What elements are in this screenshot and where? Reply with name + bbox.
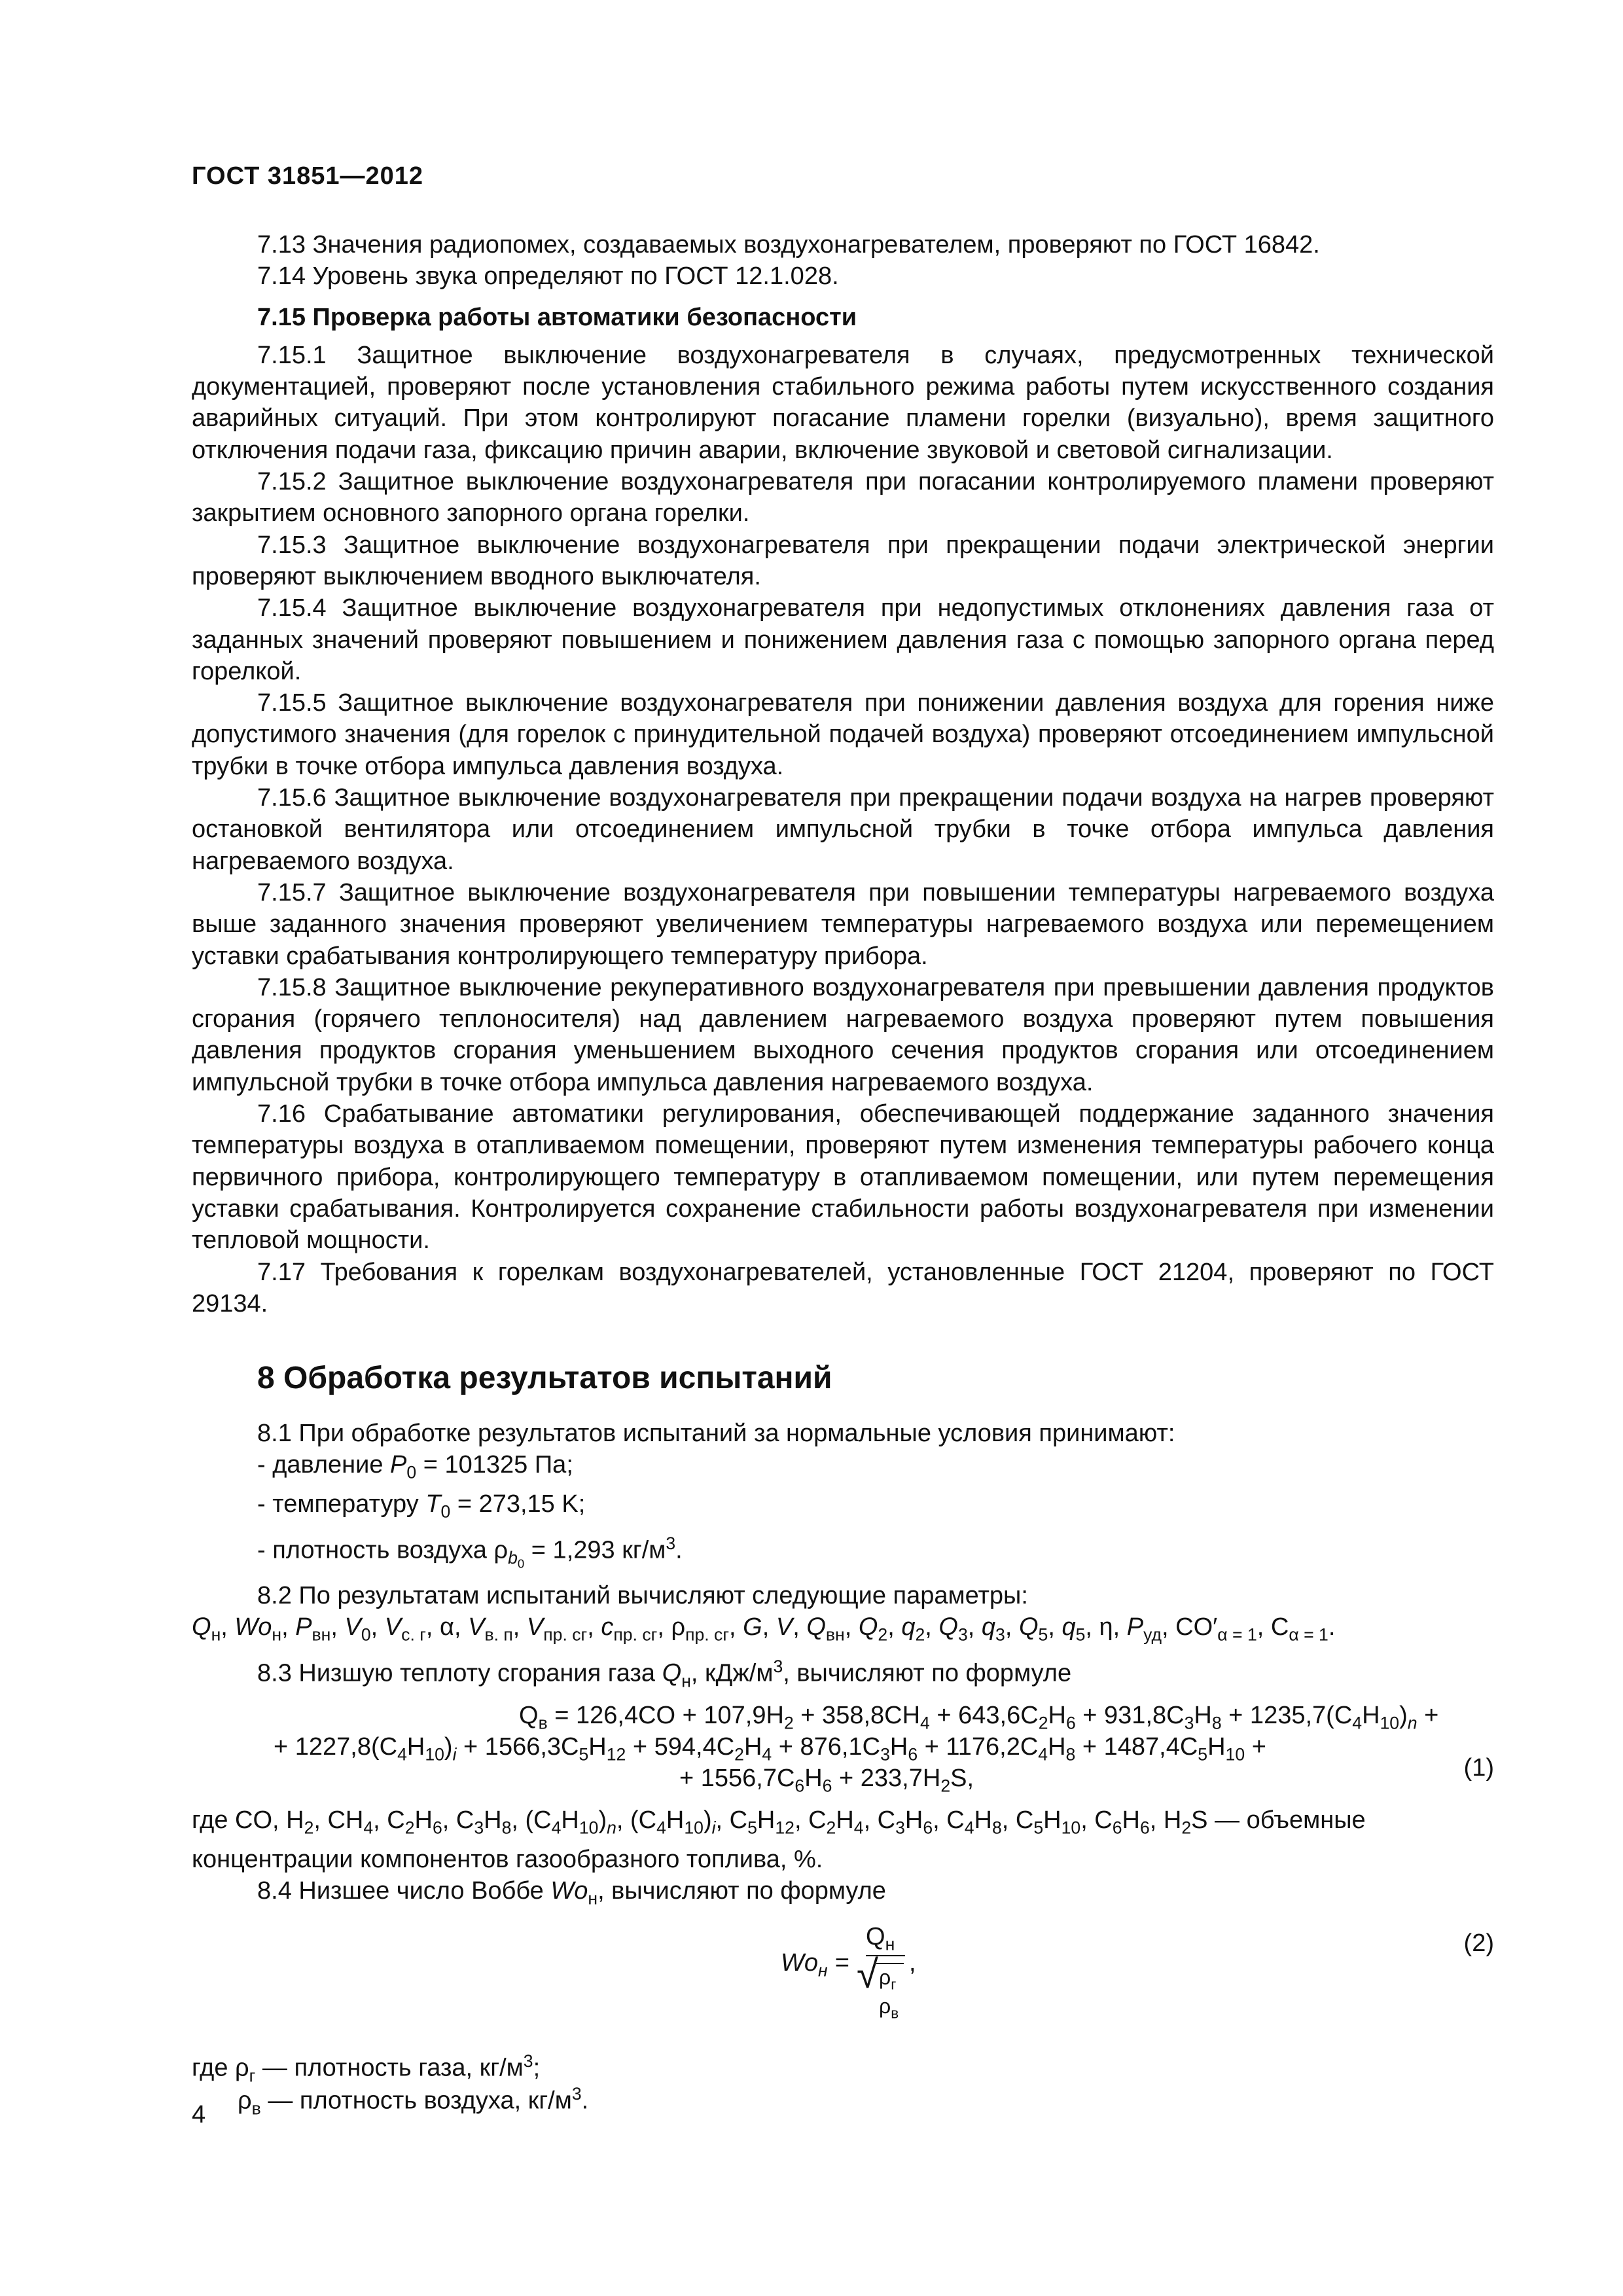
paragraph-7-15-4: 7.15.4 Защитное выключение воздухонагревателя при недопустимых отклонениях давления газа от заданных значений проверяют повышением и понижением давления газа с помощью запорного органа перед горелкой. bbox=[192, 594, 1494, 685]
formula-2-rho-air: $\rho_в$ bbox=[879, 1994, 899, 2022]
formula-1-line-1: $Q_в = 126,4CO + 107,9H_2 + 358,8CH_4 + 643,6C_2H_6 + 931,8C_3H_8 + 1235,7(C_4H_{10})_n$ + bbox=[519, 1701, 1439, 1733]
paragraph-7-15-1: 7.15.1 Защитное выключение воздухонагревателя в случаях, предусмотренных технической документацией, проверяют после установления стабильного режима работы путем искусственного создания аварийных ситуаций. При этом контролируют погасание пламени горелки (визуально), время защитного отключения подачи газа, фиксацию причин аварии, включение звуковой и световой сигнализации. bbox=[192, 341, 1494, 464]
parameter-list: $Q_н$, $Wo_н$, $P_{вн}$, $V_0$, $V_{с. г}$, α, $V_{в. п}$, $V_{пр. сг}$, $c_{пр. сг}$, $\rho_{пр. сг}$, G, V, $Q_{вн}$, $Q_2$, $q_2$, $Q_3$, $q_3$, $Q_5$, $q_5$, η, $P_{уд}$, $CO'_{\alpha = 1}$, $C_{\alpha = 1}$. bbox=[192, 1613, 1336, 1645]
formula-2-number: (2) bbox=[1463, 1929, 1494, 1957]
paragraph-7-16: 7.16 Срабатывание автоматики регулирования, обеспечивающей поддержание заданного значения температуры воздуха в отапливаемом помещении, проверяют путем изменения температуры рабочего конца первичного прибора, контролирующего температуру в отапливаемом помещении, или путем перемещения уставки срабатывания. Контролируется сохранение стабильности работы воздухонагревателя при изменении тепловой мощности. bbox=[192, 1100, 1494, 1255]
paragraph-8-1: 8.1 При обработке результатов испытаний за нормальные условия принимают: bbox=[257, 1420, 1175, 1448]
paragraph-7-15-8: 7.15.8 Защитное выключение рекуперативного воздухонагревателя при превышении давления продуктов сгорания (горячего теплоносителя) над давлением нагреваемого воздуха проверяют путем повышения давления продуктов сгорания уменьшением выходного сечения продуктов сгорания или отсоединением импульсной трубки в точке отбора импульса давления нагреваемого воздуха. bbox=[192, 973, 1494, 1096]
paragraph-7-17: 7.17 Требования к горелкам воздухонагревателей, установленные ГОСТ 21204, проверяют по ГОСТ 29134. bbox=[192, 1258, 1494, 1318]
formula-1 bbox=[192, 1700, 1494, 1798]
paragraph-7-15-2: 7.15.2 Защитное выключение воздухонагревателя при погасании контролируемого пламени проверяют закрытием основного запорного органа горелки. bbox=[192, 468, 1494, 528]
formula-1-explanation: где CO, $H_2$, $CH_4$, $C_2H_6$, $C_3H_8$, $(C_4H_{10})_n$, $(C_4H_{10})_i$, $C_5H_{12}$, $C_2H_4$, $C_3H_6$, $C_4H_8$, $C_5H_{10}$, $C_6H_6$, $H_2S$ — объемные концентрации компонентов газообразного топлива, %. bbox=[192, 1806, 1366, 1873]
paragraph-7-15-5: 7.15.5 Защитное выключение воздухонагревателя при понижении давления воздуха для горения ниже допустимого значения (для горелок с принудительной подачей воздуха) проверяют отсоединением импульсной трубки в точке отбора импульса давления воздуха. bbox=[192, 689, 1494, 780]
paragraph-7-15-6: 7.15.6 Защитное выключение воздухонагревателя при прекращении подачи воздуха на нагрев проверяют остановкой вентилятора или отсоединением импульсной трубки в точке отбора импульса давления нагреваемого воздуха. bbox=[192, 784, 1494, 875]
document-header: ГОСТ 31851—2012 bbox=[192, 162, 424, 190]
section-heading-7-15: 7.15 Проверка работы автоматики безопасности bbox=[257, 303, 857, 331]
condition-temperature: - температуру $T_0 = 273,15$ K; bbox=[257, 1490, 586, 1522]
paragraph-7-13: 7.13 Значения радиопомех, создаваемых воздухонагревателем, проверяют по ГОСТ 16842. bbox=[257, 231, 1320, 259]
formula-2 bbox=[192, 1921, 1494, 2022]
formula-2-comma: , bbox=[909, 1948, 916, 1977]
formula-2-numerator: $Q_н$ bbox=[866, 1922, 895, 1954]
paragraph-8-3: 8.3 Низшую теплоту сгорания газа $Q_н$, кДж/$м^3$, вычисляют по формуле bbox=[257, 1657, 1072, 1691]
condition-air-density: - плотность воздуха $\rho_{b_0} = 1,293$ $кг/м^3$. bbox=[257, 1534, 683, 1571]
section-heading-8: 8 Обработка результатов испытаний bbox=[257, 1361, 832, 1396]
condition-pressure: - давление $P_0 = 101325$ Па; bbox=[257, 1451, 573, 1482]
paragraph-7-15-7: 7.15.7 Защитное выключение воздухонагревателя при повышении температуры нагреваемого воздуха выше заданного значения проверяют увеличением температуры нагреваемого воздуха или перемещением уставки срабатывания контролирующего температуру прибора. bbox=[192, 878, 1494, 970]
formula-2-rho-gas: $\rho_г$ bbox=[879, 1965, 897, 1993]
air-density-definition: $\rho_в$ — плотность воздуха, $кг/м^3$. bbox=[238, 2083, 589, 2119]
formula-2-explanation bbox=[192, 2045, 1494, 2117]
formula-1-number: (1) bbox=[1463, 1753, 1494, 1782]
paragraph-7-15-3: 7.15.3 Защитное выключение воздухонагревателя при прекращении подачи электрической энергии проверяют выключением вводного выключателя. bbox=[192, 531, 1494, 590]
paragraph-8-4: 8.4 Низшее число Воббе $Wo_н$, вычисляют по формуле bbox=[257, 1876, 886, 1909]
formula-2-lhs: $Wo_н$ = bbox=[781, 1948, 849, 1981]
gas-density-definition: где $\rho_г$ — плотность газа, $кг/м^3$; bbox=[192, 2051, 541, 2086]
document-body bbox=[192, 229, 1494, 2117]
formula-1-line-3: + $1556,7C_6H_6 + 233,7H_2S$, bbox=[679, 1764, 974, 1796]
paragraph-8-2: 8.2 По результатам испытаний вычисляют следующие параметры: bbox=[257, 1582, 1028, 1610]
paragraph-7-14: 7.14 Уровень звука определяют по ГОСТ 12.1.028. bbox=[257, 262, 839, 291]
formula-1-line-2: + $1227,8(C_4H_{10})_i + 1566,3C_5H_{12} + 594,4C_2H_4 + 876,1C_3H_6 + 1176,2C_4H_8 + 1487,4C_5H_{10}$ + bbox=[274, 1732, 1266, 1765]
page-number: 4 bbox=[192, 2101, 206, 2128]
formula-2-sqrt-sign: √ bbox=[857, 1952, 878, 1996]
